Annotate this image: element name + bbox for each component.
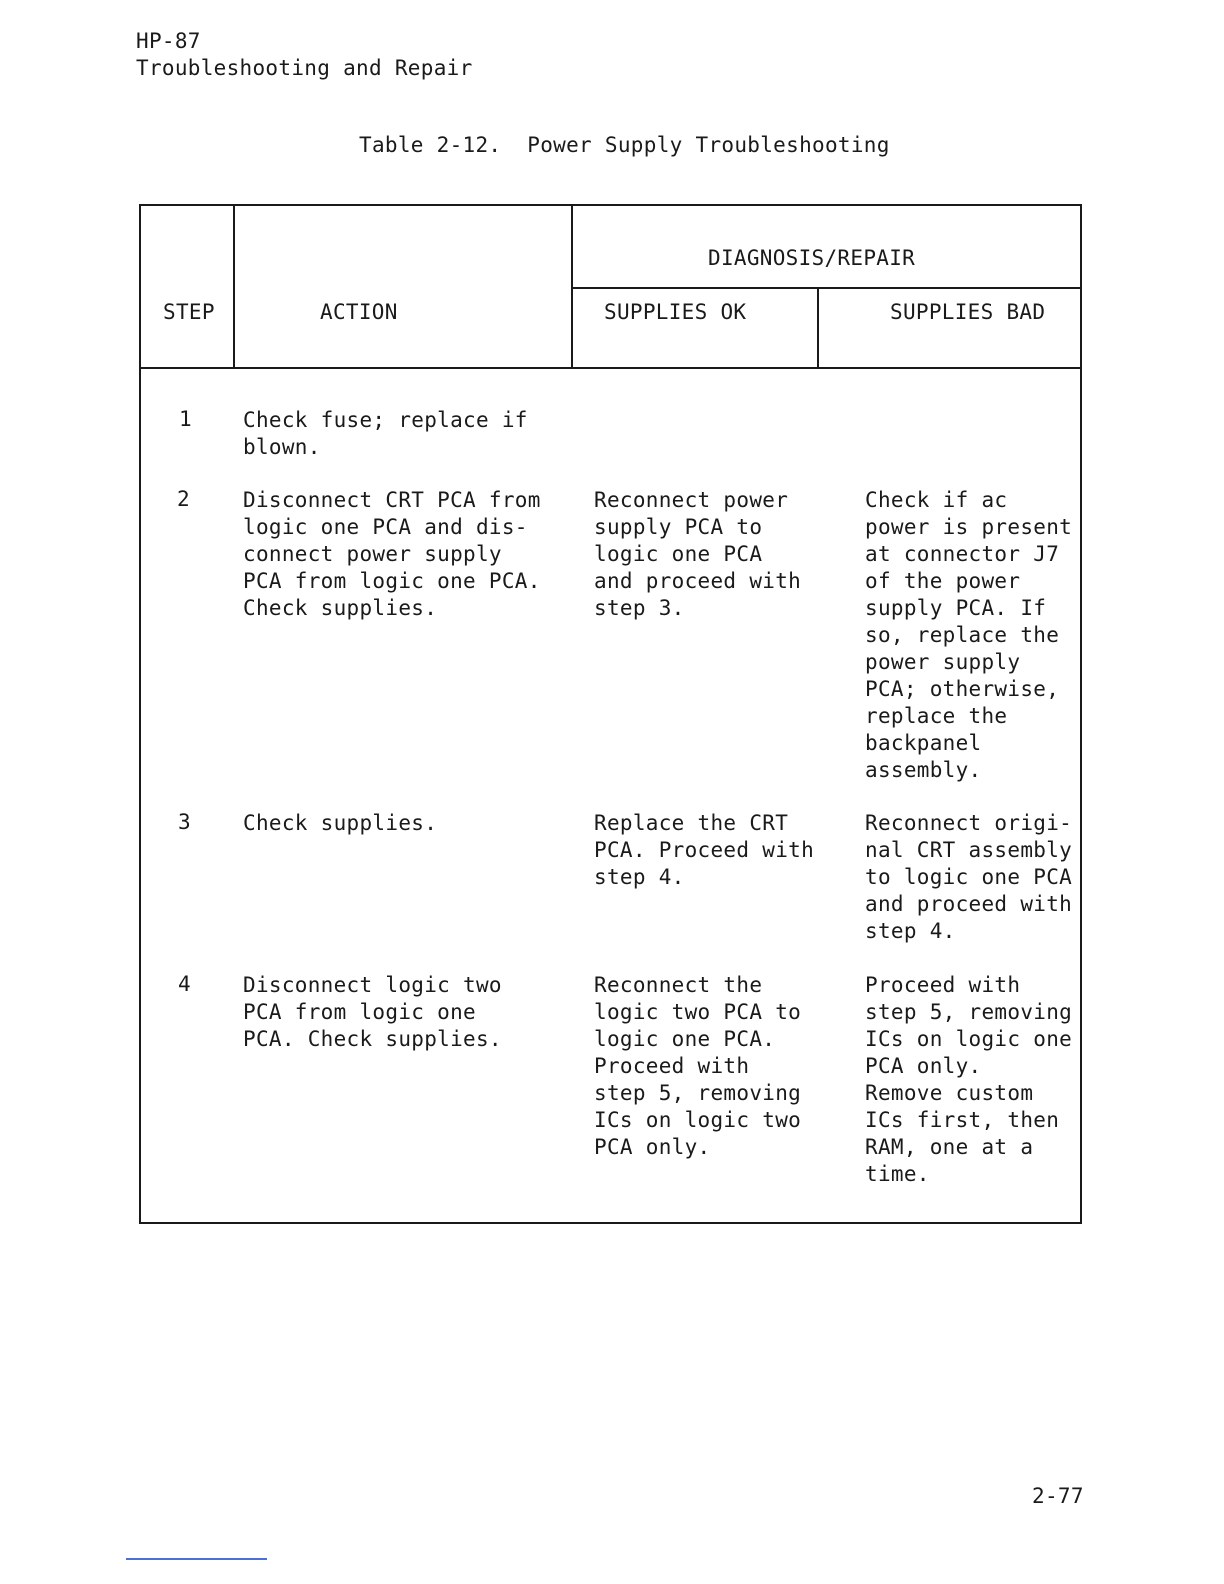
supplies-bad-cell: Check if ac power is present at connector J7 of the power supply PCA. If so, replace the power supply PCA; otherwise, replace the backpanel assembly. — [865, 488, 1073, 782]
supplies-bad-cell: Reconnect origi- nal CRT assembly to logic one PCA and proceed with step 4. — [865, 811, 1073, 943]
page-number: 2-77 — [1032, 1484, 1084, 1508]
column-header-step: STEP — [163, 300, 215, 324]
action-cell: Disconnect logic two PCA from logic one PCA. Check supplies. — [243, 973, 502, 1051]
column-header-supplies-ok: SUPPLIES OK — [604, 300, 747, 324]
step-number: 1 — [179, 407, 192, 431]
action-cell: Check fuse; replace if blown. — [243, 408, 528, 459]
column-header-diagnosis-repair: DIAGNOSIS/REPAIR — [708, 246, 916, 270]
header-bottom-rule — [141, 367, 1082, 369]
action-cell: Disconnect CRT PCA from logic one PCA and dis- connect power supply PCA from logic one PCA. Check supplies. — [243, 488, 541, 620]
step-number: 2 — [177, 487, 190, 511]
supplies-ok-cell: Reconnect power supply PCA to logic one PCA and proceed with step 3. — [594, 488, 802, 620]
step-column-divider — [233, 206, 235, 368]
supplies-ok-cell: Replace the CRT PCA. Proceed with step 4. — [594, 811, 815, 889]
diagnosis-subheader-rule — [571, 287, 1082, 289]
table-title: Table 2-12. Power Supply Troubleshooting — [359, 133, 890, 157]
action-cell: Check supplies. — [243, 811, 438, 835]
diagnosis-column-divider — [817, 288, 819, 368]
supplies-bad-cell: Proceed with step 5, removing ICs on logic one PCA only. Remove custom ICs first, then RAM, one at a time. — [865, 973, 1073, 1186]
column-header-action: ACTION — [320, 300, 398, 324]
header-model: HP-87 — [136, 29, 201, 53]
footer-rule — [126, 1558, 267, 1560]
running-header — [136, 28, 473, 82]
step-number: 3 — [178, 810, 191, 834]
troubleshooting-table — [139, 204, 1082, 1224]
header-section: Troubleshooting and Repair — [136, 56, 473, 80]
supplies-ok-cell: Reconnect the logic two PCA to logic one PCA. Proceed with step 5, removing ICs on logic two PCA only. — [594, 973, 802, 1159]
column-header-supplies-bad: SUPPLIES BAD — [890, 300, 1046, 324]
step-number: 4 — [178, 972, 191, 996]
